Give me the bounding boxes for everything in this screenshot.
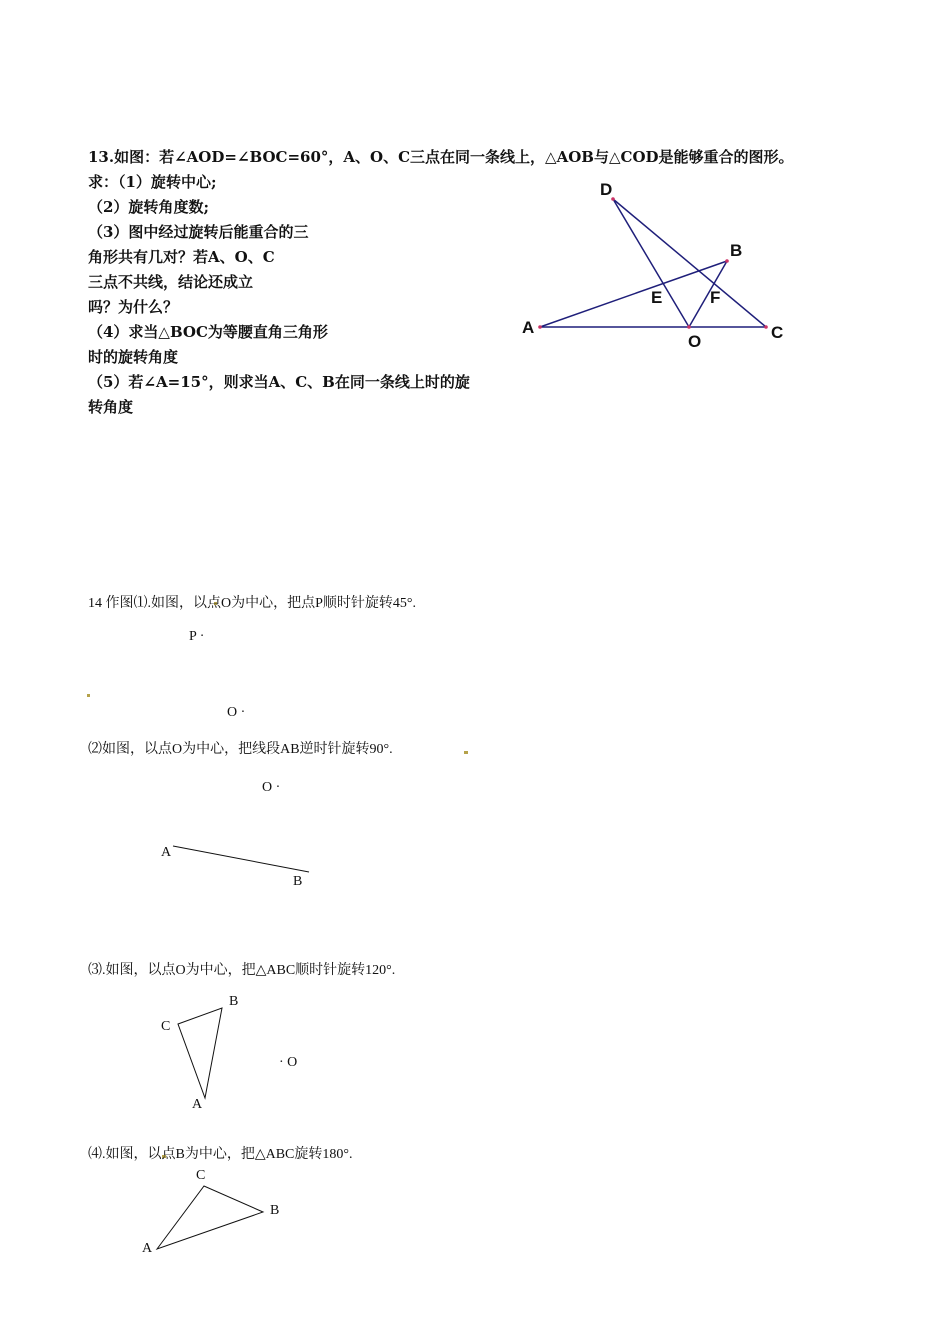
triangle-abc-3 [178,1008,222,1098]
q13-line-5: 角形共有几对？若A、O、C [88,248,275,266]
q13-line-2: 求：（1）旋转中心; [88,173,217,191]
mark-2 [87,694,90,697]
q14-p1-label-o: O · [227,705,246,720]
q14-p3-label-c: C [161,1019,171,1034]
q14-p3-label-o: · O [279,1055,298,1070]
q13-line-8: （4）求当△BOC为等腰直角三角形 [88,323,328,341]
small-marks [87,602,468,1158]
point-o [687,325,691,329]
q14-figure-4 [157,1186,263,1249]
point-a [538,325,542,329]
q13-label-f: F [710,288,721,307]
q14-figure-3 [178,1008,222,1098]
mark-3 [464,751,468,754]
segment-dc [613,199,766,327]
q13-line-11: 转角度 [88,398,134,416]
q13-label-o: O [688,332,702,351]
q13-line-1: 13.如图：若∠AOD=∠BOC=60°，A、O、C三点在同一条线上，△AOB与△COD是能够重合的图形。 [88,148,794,166]
segment-ab-2 [173,846,309,872]
q13-line-10: （5）若∠A=15°，则求当A、C、B在同一条线上时的旋 [88,373,470,391]
q14-p2-label-b: B [293,874,303,889]
q13-label-c: C [771,323,784,342]
q14-part-3-text: ⑶.如图，以点O为中心，把△ABC顺时针旋转120°. [88,963,396,978]
q13-label-d: D [600,180,613,199]
q14-part-4-text: ⑷.如图，以点B为中心，把△ABC旋转180°. [88,1147,353,1162]
q13-label-b: B [730,241,743,260]
q13-line-4: （3）图中经过旋转后能重合的三 [88,223,309,241]
q14-p2-label-o: O · [262,780,281,795]
triangle-abc-4 [157,1186,263,1249]
q14-p4-label-b: B [270,1203,280,1218]
segment-ob [689,261,727,327]
q14-part-2-text: ⑵如图，以点O为中心，把线段AB逆时针旋转90°. [88,742,393,757]
q13-line-7: 吗？为什么？ [88,298,179,316]
q13-line-6: 三点不共线，结论还成立 [88,273,254,291]
q14-p3-label-b: B [229,994,239,1009]
q14-figure-2 [173,846,309,872]
q13-line-3: （2）旋转角度数; [88,198,209,216]
q14-p2-label-a: A [161,845,172,860]
segment-ab [540,261,727,327]
q13-label-e: E [651,288,663,307]
q14-p4-label-a: A [142,1241,153,1256]
q13-figure-points [538,197,768,329]
q14-part-1-text: 14 作图⑴.如图，以点O为中心，把点P顺时针旋转45°. [88,596,416,611]
q13-line-9: 时的旋转角度 [88,348,179,366]
point-c [764,325,768,329]
q14-p3-label-a: A [192,1097,203,1112]
point-b [725,259,729,263]
q14-p4-label-c: C [196,1168,206,1183]
q14-p1-label-p: P · [189,629,205,644]
q13-label-a: A [522,318,535,337]
